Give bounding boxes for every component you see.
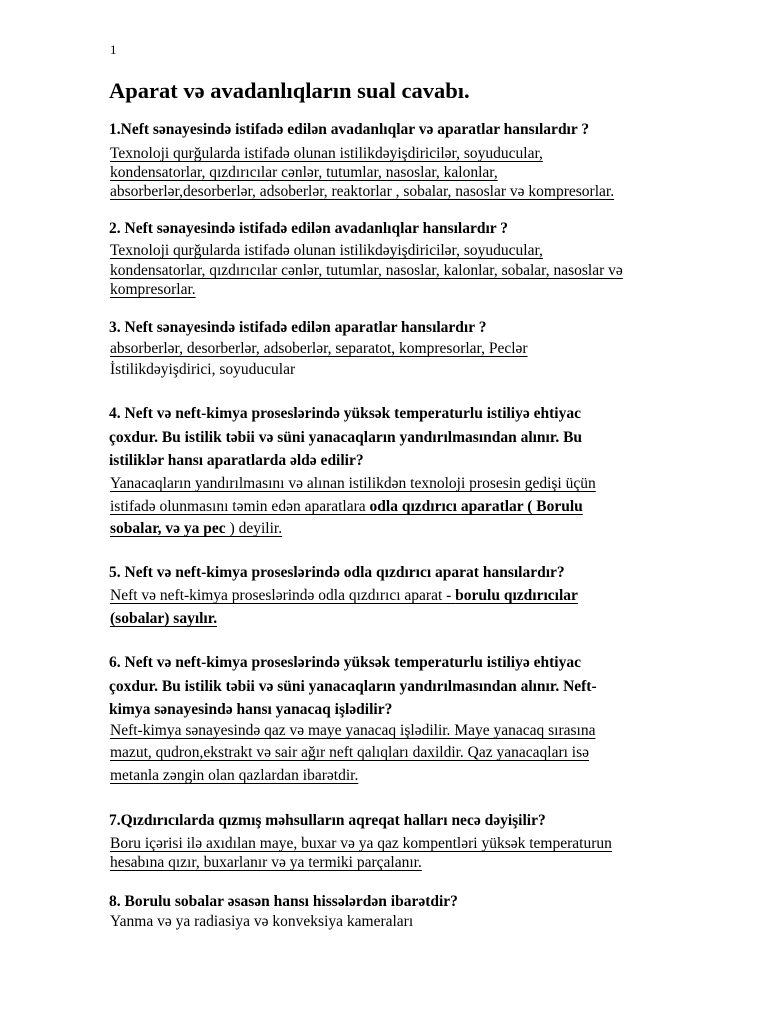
answer-4-line-3	[110, 520, 282, 538]
question-4-line-2: çoxdur. Bu istilik təbii və süni yanacaqların yandırılmasından alınır. Bu	[109, 429, 583, 446]
answer-3-line-1: absorberlər, desorberlər, adsoberlər, separatot, kompresorlar, Peclər	[110, 340, 528, 357]
question-6-line-2: çoxdur. Bu istilik təbii və süni yanacaqların yandırılmasından alınır. Neft-	[109, 678, 597, 695]
answer-3-line-2: İstilikdəyişdirici, soyuducular	[110, 361, 296, 378]
question-3: 3. Neft sənayesində istifadə edilən aparatlar hansılardır ?	[109, 319, 487, 336]
question-6-line-1: 6. Neft və neft-kimya proseslərində yüksək temperaturlu istiliyə ehtiyac	[109, 654, 581, 671]
question-4-line-1: 4. Neft və neft-kimya proseslərində yüksək temperaturlu istiliyə ehtiyac	[109, 405, 581, 422]
answer-4-line-2	[110, 498, 583, 516]
answer-4-plain-2: ) deyilir.	[229, 520, 283, 537]
answer-5-plain: Neft və neft-kimya proseslərində odla qızdırıcı aparat -	[110, 587, 456, 604]
answer-4-bold-2: sobalar, və ya pec	[110, 520, 230, 537]
question-8: 8. Borulu sobalar əsasən hansı hissələrdən ibarətdir?	[109, 893, 458, 910]
question-7: 7.Qızdırıcılarda qızmış məhsulların aqreqat halları necə dəyişilir?	[109, 812, 546, 829]
question-2: 2. Neft sənayesində istifadə edilən avadanlıqlar hansılardır ?	[109, 220, 509, 237]
answer-4-bold: odla qızdırıcı aparatlar ( Borulu	[369, 498, 583, 515]
question-5: 5. Neft və neft-kimya proseslərində odla qızdırıcı aparat hansılardır?	[109, 564, 565, 581]
answer-8: Yanma və ya radiasiya və konveksiya kameraları	[110, 913, 414, 930]
page-number: 1	[110, 42, 117, 57]
answer-2-line-2: kondensatorlar, qızdırıcılar cənlər, tutumlar, nasoslar, kalonlar, sobalar, nasoslar və	[110, 262, 623, 279]
answer-6-line-2: mazut, qudron,ekstrakt və sair ağır neft qalıqları daxildir. Qaz yanacaqları isə	[110, 744, 590, 761]
answer-2-line-3: kompresorlar.	[110, 281, 196, 298]
question-4-line-3: istiliklər hansı aparatlarda əldə edilir?	[109, 452, 364, 469]
question-6-line-3: kimya sənayesində hansı yanacaq işlədilir?	[109, 701, 393, 718]
answer-1-line-3: absorberlər,desorberlər, adsoberlər, reaktorlar , sobalar, nasoslar və kompresorlar.	[110, 183, 615, 200]
answer-4-plain: istifadə olunmasını təmin edən aparatlara	[110, 498, 370, 515]
answer-7-line-1: Boru içərisi ilə axıdılan maye, buxar və ya qaz kompentləri yüksək temperaturun	[110, 835, 612, 852]
question-1: 1.Neft sənayesində istifadə edilən avadanlıqlar və aparatlar hansılardır ?	[109, 121, 590, 138]
answer-6-line-3: metanla zəngin olan qazlardan ibarətdir.	[110, 767, 359, 784]
answer-4-line-1: Yanacaqların yandırılmasını və alınan istilikdən texnoloji prosesin gedişi üçün	[110, 475, 596, 492]
answer-1-line-1: Texnoloji qurğularda istifadə olunan istilikdəyişdiricilər, soyuducular,	[110, 145, 543, 162]
answer-5-line-2: (sobalar) sayılır.	[110, 610, 218, 627]
answer-5-line-1	[110, 587, 578, 605]
answer-1-line-2: kondensatorlar, qızdırıcılar cənlər, tutumlar, nasoslar, kalonlar,	[110, 164, 498, 181]
document-title: Aparat və avadanlıqların sual cavabı.	[109, 78, 470, 103]
answer-5-bold: borulu qızdırıcılar	[455, 587, 578, 604]
answer-2-line-1: Texnoloji qurğularda istifadə olunan istilikdəyişdiricilər, soyuducular,	[110, 242, 543, 259]
answer-6-line-1: Neft-kimya sənayesində qaz və maye yanacaq işlədilir. Maye yanacaq sırasına	[110, 722, 596, 739]
answer-7-line-2: hesabına qızır, buxarlanır və ya termiki parçalanır.	[110, 854, 422, 871]
